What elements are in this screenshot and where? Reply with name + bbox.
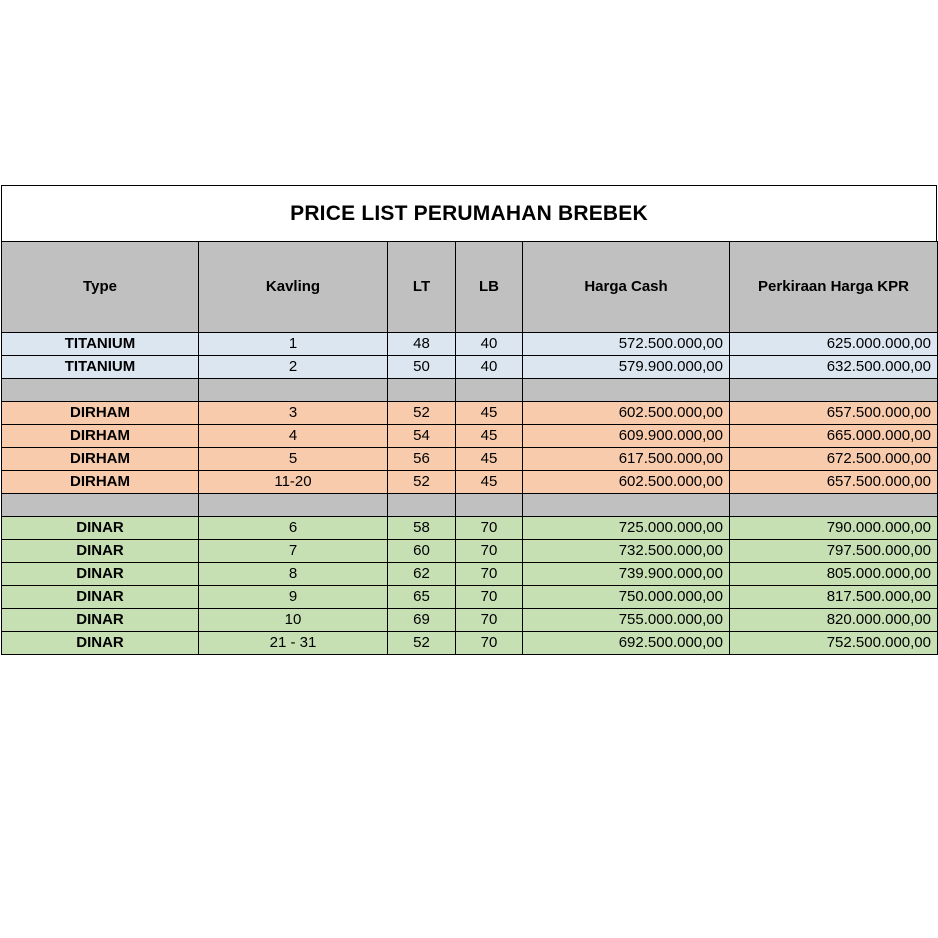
cell-kavling: 4	[199, 425, 388, 448]
spacer-cell	[523, 379, 730, 402]
cell-harga-cash: 609.900.000,00	[523, 425, 730, 448]
cell-lb: 70	[456, 632, 523, 655]
cell-lb: 70	[456, 563, 523, 586]
header-lb: LB	[456, 242, 523, 333]
spacer-cell	[2, 494, 199, 517]
table-row	[2, 586, 938, 609]
table-row	[2, 471, 938, 494]
spacer-cell	[730, 379, 938, 402]
cell-lt: 60	[388, 540, 456, 563]
cell-type: DIRHAM	[2, 402, 199, 425]
sheet-title: PRICE LIST PERUMAHAN BREBEK	[1, 185, 937, 241]
cell-lt: 56	[388, 448, 456, 471]
cell-harga-kpr: 790.000.000,00	[730, 517, 938, 540]
table-row	[2, 563, 938, 586]
cell-lb: 70	[456, 540, 523, 563]
table-row	[2, 402, 938, 425]
cell-kavling: 6	[199, 517, 388, 540]
cell-harga-kpr: 672.500.000,00	[730, 448, 938, 471]
cell-harga-cash: 755.000.000,00	[523, 609, 730, 632]
cell-type: TITANIUM	[2, 333, 199, 356]
cell-lt: 62	[388, 563, 456, 586]
cell-harga-kpr: 820.000.000,00	[730, 609, 938, 632]
cell-lb: 45	[456, 471, 523, 494]
cell-lt: 52	[388, 471, 456, 494]
cell-kavling: 10	[199, 609, 388, 632]
header-harga-cash: Harga Cash	[523, 242, 730, 333]
cell-lt: 50	[388, 356, 456, 379]
cell-kavling: 9	[199, 586, 388, 609]
cell-type: TITANIUM	[2, 356, 199, 379]
header-harga-kpr: Perkiraan Harga KPR	[730, 242, 938, 333]
spacer-cell	[388, 494, 456, 517]
cell-lt: 52	[388, 632, 456, 655]
header-kavling: Kavling	[199, 242, 388, 333]
cell-lt: 48	[388, 333, 456, 356]
cell-harga-kpr: 817.500.000,00	[730, 586, 938, 609]
spacer-cell	[730, 494, 938, 517]
spacer-cell	[456, 494, 523, 517]
cell-lb: 45	[456, 402, 523, 425]
table-row	[2, 448, 938, 471]
cell-lt: 58	[388, 517, 456, 540]
cell-type: DIRHAM	[2, 448, 199, 471]
cell-lt: 52	[388, 402, 456, 425]
cell-lb: 40	[456, 356, 523, 379]
cell-kavling: 21 - 31	[199, 632, 388, 655]
cell-lb: 70	[456, 517, 523, 540]
cell-lb: 40	[456, 333, 523, 356]
cell-lb: 70	[456, 609, 523, 632]
cell-harga-kpr: 752.500.000,00	[730, 632, 938, 655]
cell-kavling: 2	[199, 356, 388, 379]
cell-harga-kpr: 657.500.000,00	[730, 402, 938, 425]
cell-harga-kpr: 797.500.000,00	[730, 540, 938, 563]
cell-harga-cash: 617.500.000,00	[523, 448, 730, 471]
cell-kavling: 11-20	[199, 471, 388, 494]
cell-harga-cash: 602.500.000,00	[523, 402, 730, 425]
spacer-cell	[199, 379, 388, 402]
cell-lb: 45	[456, 448, 523, 471]
cell-kavling: 5	[199, 448, 388, 471]
cell-kavling: 1	[199, 333, 388, 356]
spacer-row	[2, 379, 938, 402]
table-row	[2, 540, 938, 563]
cell-kavling: 8	[199, 563, 388, 586]
cell-harga-cash: 579.900.000,00	[523, 356, 730, 379]
header-lt: LT	[388, 242, 456, 333]
cell-kavling: 3	[199, 402, 388, 425]
cell-lt: 69	[388, 609, 456, 632]
cell-lb: 70	[456, 586, 523, 609]
cell-harga-cash: 725.000.000,00	[523, 517, 730, 540]
cell-type: DIRHAM	[2, 425, 199, 448]
cell-type: DINAR	[2, 609, 199, 632]
price-list-sheet	[1, 185, 937, 655]
cell-harga-kpr: 665.000.000,00	[730, 425, 938, 448]
table-row	[2, 632, 938, 655]
cell-type: DINAR	[2, 586, 199, 609]
spacer-cell	[388, 379, 456, 402]
cell-type: DINAR	[2, 517, 199, 540]
cell-type: DINAR	[2, 632, 199, 655]
price-table	[1, 241, 938, 655]
spacer-cell	[523, 494, 730, 517]
cell-type: DIRHAM	[2, 471, 199, 494]
cell-type: DINAR	[2, 540, 199, 563]
spacer-cell	[456, 379, 523, 402]
cell-lb: 45	[456, 425, 523, 448]
cell-harga-cash: 732.500.000,00	[523, 540, 730, 563]
cell-harga-cash: 692.500.000,00	[523, 632, 730, 655]
cell-harga-cash: 572.500.000,00	[523, 333, 730, 356]
spacer-row	[2, 494, 938, 517]
cell-kavling: 7	[199, 540, 388, 563]
table-row	[2, 425, 938, 448]
table-row	[2, 333, 938, 356]
cell-harga-cash: 739.900.000,00	[523, 563, 730, 586]
cell-type: DINAR	[2, 563, 199, 586]
table-body	[2, 333, 938, 655]
header-row	[2, 242, 938, 333]
table-row	[2, 356, 938, 379]
table-row	[2, 609, 938, 632]
cell-harga-kpr: 625.000.000,00	[730, 333, 938, 356]
spacer-cell	[199, 494, 388, 517]
cell-lt: 65	[388, 586, 456, 609]
cell-harga-cash: 750.000.000,00	[523, 586, 730, 609]
cell-harga-kpr: 805.000.000,00	[730, 563, 938, 586]
cell-harga-kpr: 632.500.000,00	[730, 356, 938, 379]
table-row	[2, 517, 938, 540]
cell-harga-cash: 602.500.000,00	[523, 471, 730, 494]
cell-harga-kpr: 657.500.000,00	[730, 471, 938, 494]
header-type: Type	[2, 242, 199, 333]
cell-lt: 54	[388, 425, 456, 448]
spacer-cell	[2, 379, 199, 402]
